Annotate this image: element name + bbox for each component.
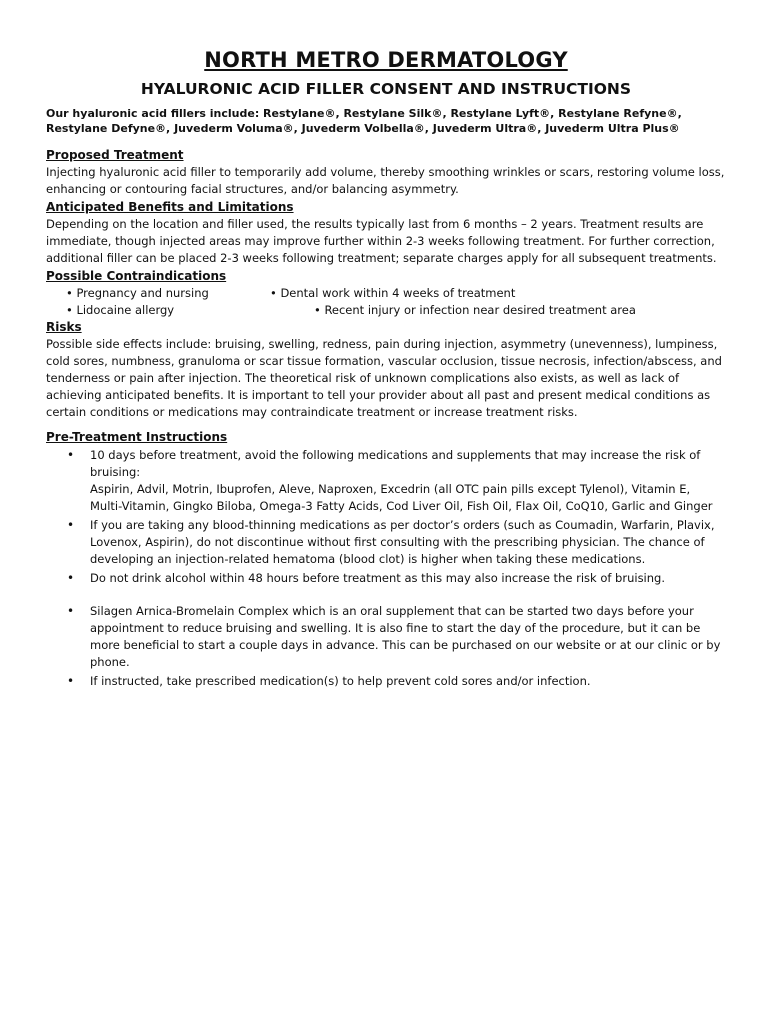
section-pretreatment — [46, 429, 726, 690]
proposed-text: Injecting hyaluronic acid filler to temporarily add volume, thereby smoothing wrinkles or scars, restoring volume loss, enhancing or contouring facial structures, and/or balancing asymmetry. — [46, 165, 725, 196]
risks-text: Possible side effects include: bruising, swelling, redness, pain during injection, asymmetry (unevenness), lumpiness, cold sores, numbness, granuloma or scar tissue formation, vascular occlusion, tissue necrosis, infection/abscess, and tenderness or pain after injection. The theoretical risk of unknown complications also exists, as well as lack of achieving anticipated benefits. It is important to tell your provider about all past and present medical conditions as certain conditions or medications may contraindicate treatment or increase treatment risks. — [46, 337, 722, 419]
list-item-subtext: Aspirin, Advil, Motrin, Ibuprofen, Aleve, Naproxen, Excedrin (all OTC pain pills except Tylenol), Vitamin E, Multi-Vitamin, Gingko Biloba, Omega-3 Fatty Acids, Cod Liver Oil, Fish Oil, Flax Oil, CoQ10, Garlic and Ginger — [90, 482, 713, 513]
proposed-heading: Proposed Treatment — [46, 148, 184, 162]
benefits-text: Depending on the location and filler used, the results typically last from 6 months – 2 years. Treatment results are immediate, though injected areas may improve further within 2-3 weeks following treatment. For further correction, additional filler can be placed 2-3 weeks following treatment; separate charges apply for all subsequent treatments. — [46, 217, 717, 265]
section-risks — [46, 319, 726, 421]
list-item — [46, 603, 726, 671]
list-item-text: 10 days before treatment, avoid the following medications and supplements that may increase the risk of bruising: — [90, 448, 701, 479]
bullet-icon: • — [67, 571, 75, 585]
list-item-text: If you are taking any blood-thinning medications as per doctor’s orders (such as Coumadin, Warfarin, Plavix, Lovenox, Aspirin), do not discontinue without first consulting with the prescribing physician. The chance of developing an injection-related hematoma (blood clot) is higher when taking these medications. — [90, 518, 715, 566]
list-item — [46, 517, 726, 568]
list-item — [46, 673, 726, 690]
list-item-text: Do not drink alcohol within 48 hours before treatment as this may also increase the risk of bruising. — [90, 571, 665, 585]
list-item — [46, 570, 726, 587]
bullet-icon: • — [67, 518, 75, 532]
list-item — [46, 447, 726, 515]
section-benefits — [46, 199, 726, 267]
contraindications-heading: Possible Contraindications — [46, 269, 227, 283]
bullet-icon: • — [67, 604, 75, 618]
document-subtitle: HYALURONIC ACID FILLER CONSENT AND INSTRUCTIONS — [140, 80, 632, 98]
contraindication-item: • Recent injury or infection near desired treatment area — [314, 303, 636, 317]
contraindication-item: • Pregnancy and nursing — [66, 286, 209, 300]
bullet-icon: • — [67, 674, 75, 688]
section-contraindications — [46, 268, 726, 319]
risks-heading: Risks — [46, 320, 82, 334]
section-proposed-treatment — [46, 147, 726, 198]
bullet-icon: • — [67, 448, 75, 462]
list-item-text: Silagen Arnica-Bromelain Complex which is an oral supplement that can be started two days before your appointment to reduce bruising and swelling. It is also fine to start the day of the procedure, but it can be more beneficial to start a couple days in advance. This can be purchased on our website or at our clinic or by phone. — [90, 604, 721, 669]
pretreatment-heading: Pre-Treatment Instructions — [46, 430, 228, 444]
pretreatment-list — [46, 447, 726, 690]
contraindication-item: • Dental work within 4 weeks of treatment — [270, 286, 516, 300]
benefits-heading: Anticipated Benefits and Limitations — [46, 200, 294, 214]
fillers-intro: Our hyaluronic acid fillers include: Restylane®, Restylane Silk®, Restylane Lyft®, Restylane Refyne®, Restylane Defyne®, Juvederm Voluma®, Juvederm Volbella®, Juvederm Ultra®, Juvederm Ultra Plus® — [46, 107, 682, 135]
contraindication-item: • Lidocaine allergy — [66, 303, 175, 317]
contraindications-list — [46, 285, 726, 319]
document-title: NORTH METRO DERMATOLOGY — [204, 48, 568, 72]
list-item-text: If instructed, take prescribed medication(s) to help prevent cold sores and/or infection. — [90, 674, 591, 688]
consent-document — [46, 48, 726, 692]
